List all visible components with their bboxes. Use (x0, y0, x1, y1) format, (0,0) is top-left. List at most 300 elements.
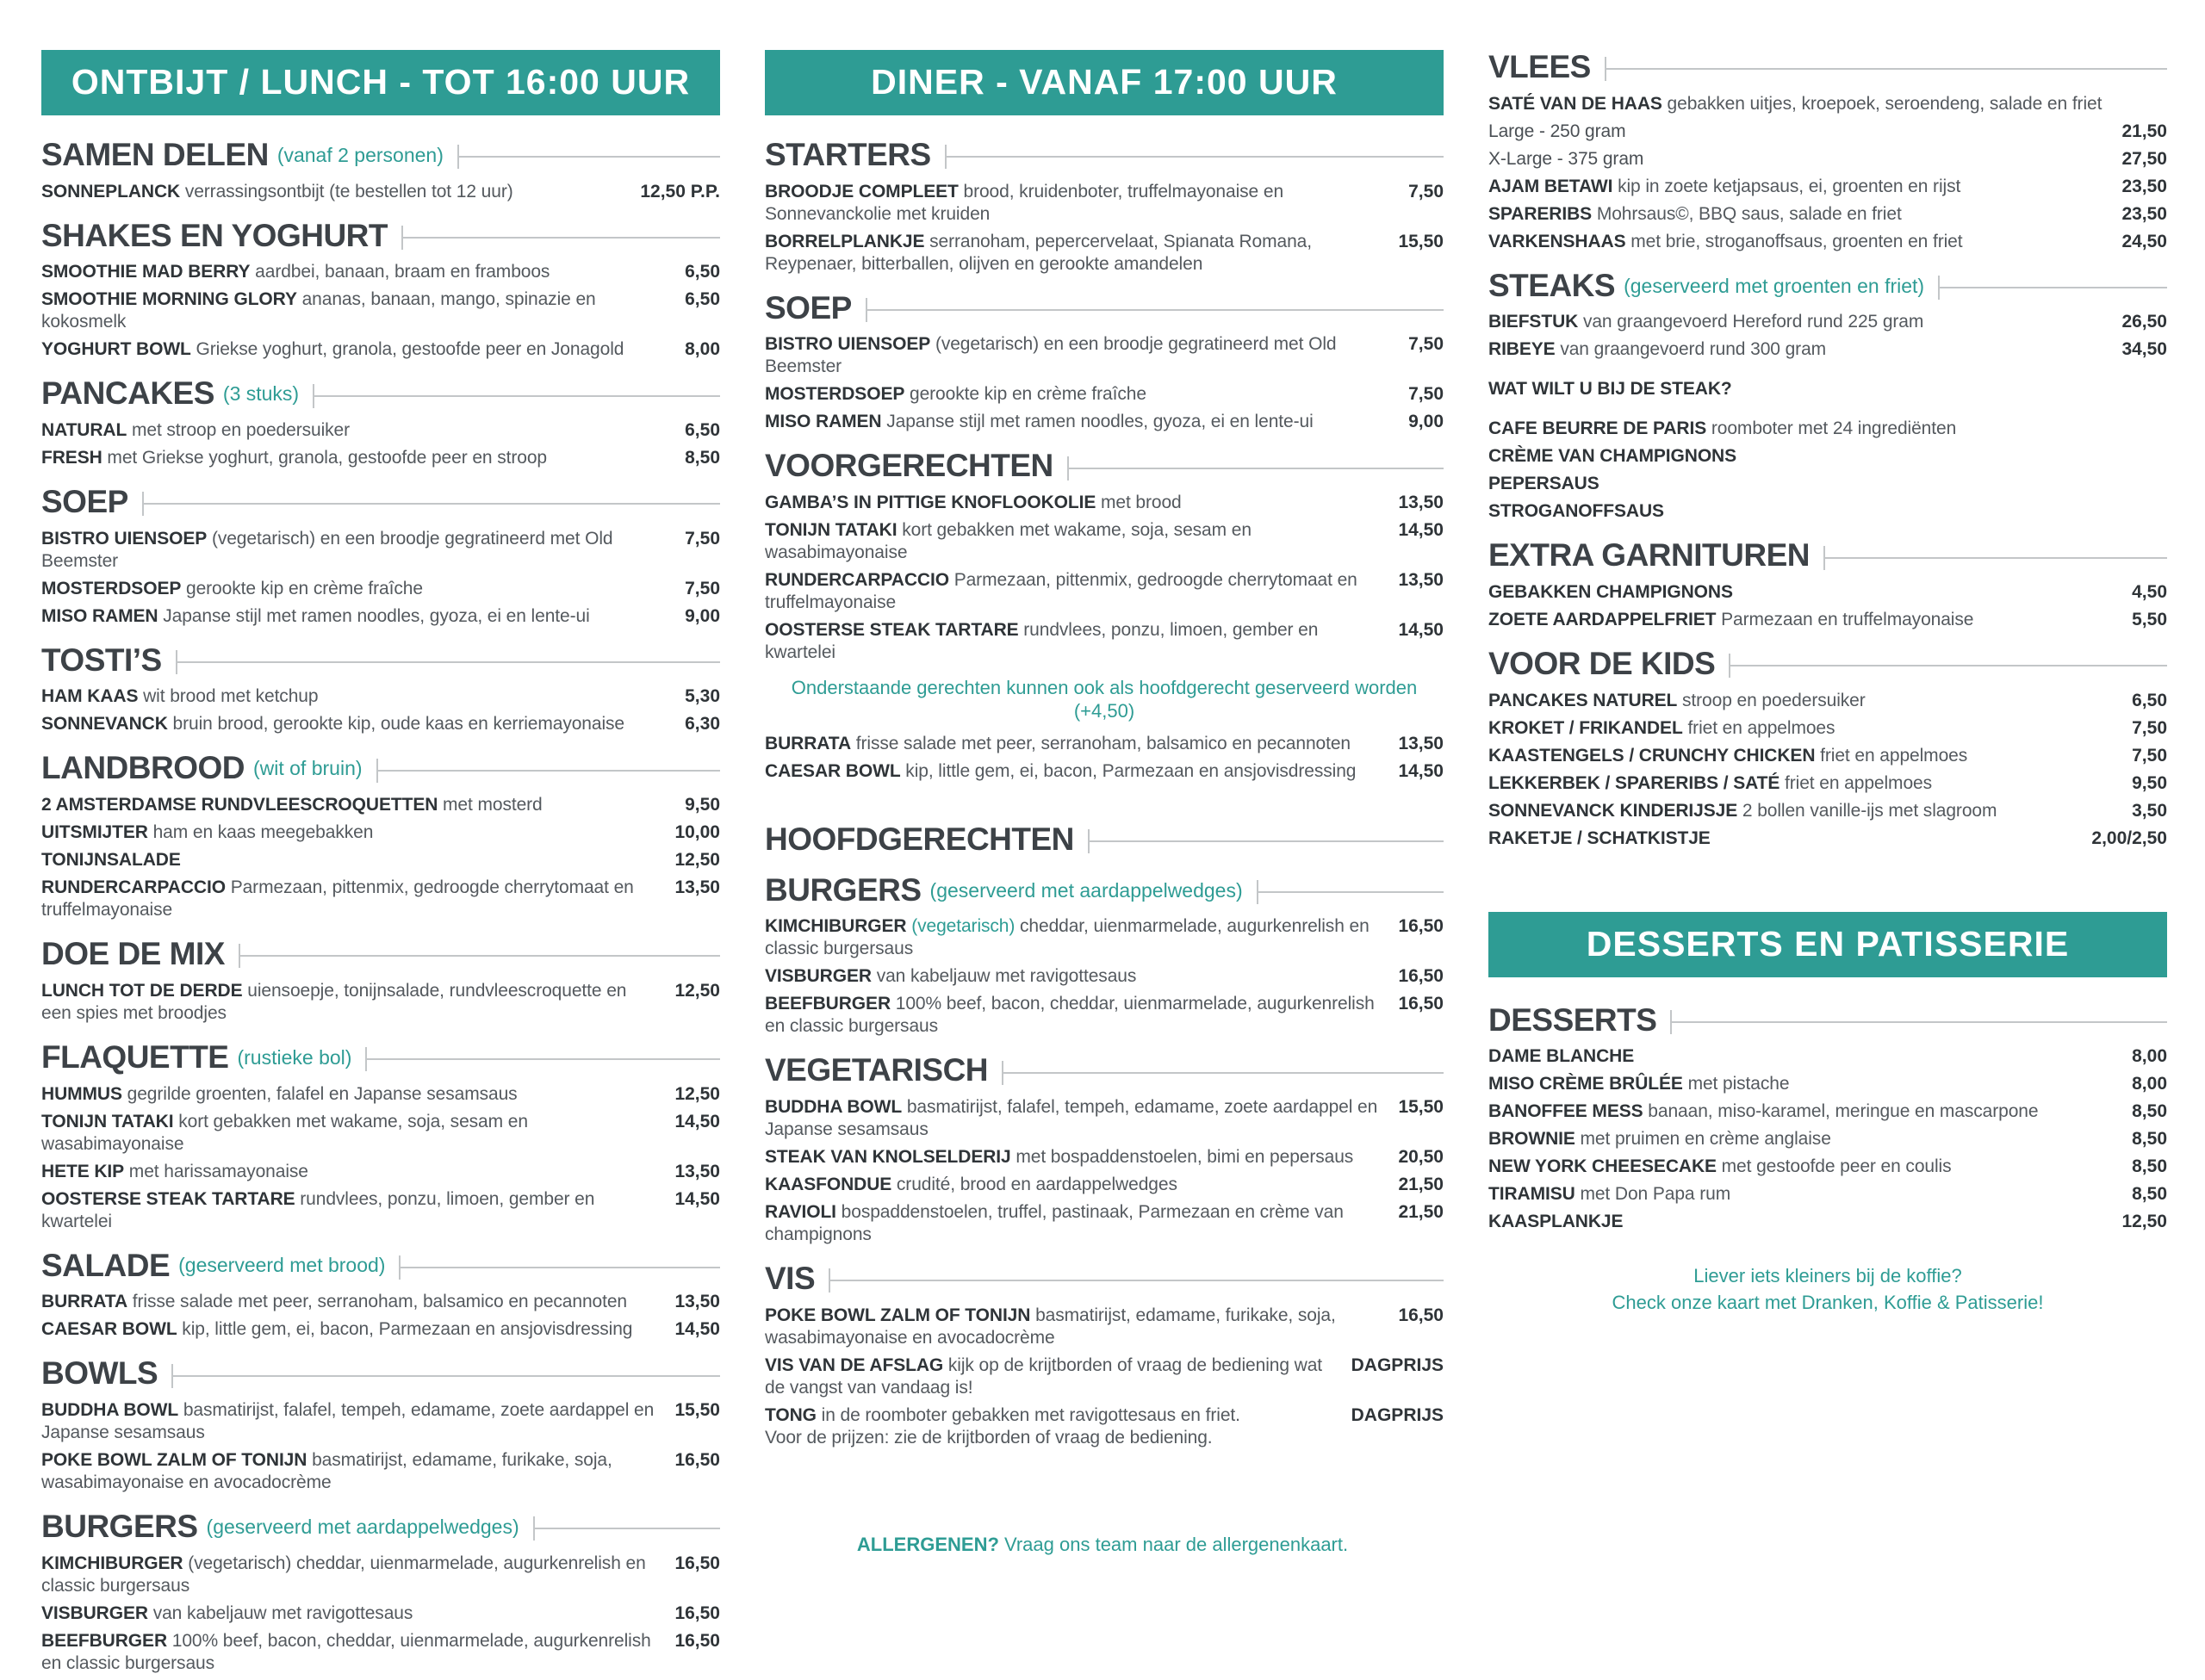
section-note: (geserveerd met aardappelwedges) (206, 1515, 519, 1538)
menu-item-price: 14,50 (674, 1111, 720, 1131)
menu-item-description: cheddar, uienmarmelade, augurkenrelish en classic burgersaus (765, 916, 1370, 959)
menu-item-gebakken-champignons (1488, 581, 2167, 604)
section-rule (1257, 891, 1444, 893)
section-rule (401, 237, 720, 239)
menu-item-price: 8,50 (2132, 1156, 2167, 1177)
menu-item-price: 16,50 (1398, 966, 1444, 987)
menu-item-name: BEEFBURGER (765, 994, 891, 1014)
section-header-shakes-en-yoghurt (41, 219, 720, 254)
menu-item-name: UITSMIJTER (41, 822, 148, 843)
menu-item-name: SMOOTHIE MAD BERRY (41, 262, 251, 282)
menu-item-new-york-cheesecake (1488, 1156, 2167, 1178)
menu-item-price: 12,50 P.P. (640, 181, 720, 201)
menu-item-description: wit brood met ketchup (138, 686, 319, 707)
menu-item-text (765, 915, 1391, 960)
menu-item-description: friet en appelmoes (1780, 772, 1932, 793)
menu-item-name: MOSTERDSOEP (765, 384, 905, 405)
menu-item-text (1488, 418, 2167, 440)
section-header-doe-de-mix (41, 937, 720, 972)
menu-item-oosterse-steak-tartare (41, 1188, 720, 1233)
section-title: VOORGERECHTEN (765, 448, 1053, 484)
menu-item-price: DAGPRIJS (1351, 1355, 1444, 1375)
section-note: (vanaf 2 personen) (276, 143, 444, 166)
section-flaquette (41, 1040, 720, 1233)
menu-item-price: 8,50 (2132, 1184, 2167, 1205)
menu-item-name: SONNEVANCK KINDERIJSJE (1488, 800, 1738, 821)
menu-item-name: CAESAR BOWL (41, 1319, 177, 1340)
menu-item-price: 12,50 (674, 850, 720, 871)
menu-item-description: uiensoepje, tonijnsalade, rundvleescroquette en een spies met broodjes (41, 980, 627, 1023)
menu-item-name: OOSTERSE STEAK TARTARE (41, 1188, 295, 1209)
menu-item-text (41, 181, 633, 203)
menu-item-name: NATURAL (41, 420, 127, 441)
menu-item-name: CRÈME VAN CHAMPIGNONS (1488, 446, 1737, 467)
menu-item-text (765, 760, 1391, 783)
menu-item-text (765, 492, 1391, 514)
menu-item-description: basmatirijst, falafel, tempeh, edamame, zoete aardappel en Japanse sesamsaus (41, 1399, 655, 1442)
section-note: (geserveerd met brood) (178, 1254, 386, 1277)
menu-item-name: KROKET / FRIKANDEL (1488, 717, 1683, 738)
menu-item-price: 9,50 (685, 795, 720, 815)
menu-item-pepersaus (1488, 473, 2167, 495)
menu-item-price: 7,50 (1408, 384, 1444, 405)
menu-item-text (765, 181, 1401, 226)
menu-item-price: 6,30 (685, 714, 720, 735)
menu-item-tiramisu (1488, 1183, 2167, 1206)
menu-item-price: 12,50 (674, 980, 720, 1001)
menu-item-description: brood, kruidenboter, truffelmayonaise en Sonnevanckolie met kruiden (765, 181, 1284, 224)
menu-item-price: 13,50 (1398, 734, 1444, 754)
section-title: BOWLS (41, 1355, 158, 1392)
section-vis (765, 1262, 1444, 1449)
menu-item-name: OOSTERSE STEAK TARTARE (765, 620, 1019, 641)
menu-item-name: STEAK VAN KNOLSELDERIJ (765, 1147, 1011, 1168)
menu-item-price: 21,50 (1398, 1202, 1444, 1223)
section-tosti-s (41, 643, 720, 736)
menu-item-text (41, 1449, 668, 1494)
menu-item-description: basmatirijst, edamame, furikake, soja, wasabimayonaise en avocadocrème (765, 1305, 1336, 1348)
menu-item-description: Japanse stijl met ramen noodles, gyoza, ei en lente-ui (158, 605, 590, 626)
menu-item-price: 5,50 (2132, 610, 2167, 630)
menu-item-raketje-schatkistje (1488, 828, 2167, 850)
menu-item-text (765, 1305, 1391, 1349)
menu-item-description: met Griekse yoghurt, granola, gestoofde peer en stroop (102, 448, 547, 468)
menu-item-name: X-Large - 375 gram (1488, 148, 1644, 169)
menu-item-description: kip in zoete ketjapsaus, ei, groenten en rijst (1612, 176, 1961, 196)
menu-item-price: 21,50 (2121, 121, 2167, 141)
section-note: (wit of bruin) (252, 757, 363, 780)
menu-item-name: KAASPLANKJE (1488, 1212, 1624, 1232)
section-rule (1605, 68, 2167, 70)
menu-item-name: BEEFBURGER (41, 1630, 168, 1651)
menu-item-banoffee-mess (1488, 1100, 2167, 1123)
section-title: STARTERS (765, 137, 931, 172)
menu-item-price: 12,50 (2121, 1212, 2167, 1232)
menu-item-name: SONNEVANCK (41, 714, 168, 735)
menu-item-description: basmatirijst, edamame, furikake, soja, wasabimayonaise en avocadocrème (41, 1449, 612, 1492)
menu-item-text (1488, 1211, 2115, 1233)
menu-item-price: 7,50 (1408, 181, 1444, 201)
menu-item-burrata (41, 1291, 720, 1313)
menu-item-description: van kabeljauw met ravigottesaus (147, 1603, 413, 1623)
menu-item-price: 12,50 (674, 1083, 720, 1104)
menu-item-miso-ramen (765, 411, 1444, 433)
section-header-soep (41, 485, 720, 520)
menu-item-lekkerbek-spareribs-sat (1488, 772, 2167, 795)
menu-item-name: WAT WILT U BIJ DE STEAK? (1488, 379, 1732, 400)
menu-item-name: RAKETJE / SCHATKISTJE (1488, 828, 1711, 848)
menu-item-kimchiburger (765, 915, 1444, 960)
menu-item-price: DAGPRIJS (1351, 1404, 1444, 1425)
menu-item-2-amsterdamse-rundvleescroquetten (41, 794, 720, 816)
section-inline-note: Onderstaande gerechten kunnen ook als hoofdgerecht geserveerd worden (+4,50) (791, 677, 1418, 722)
menu-item-text (1488, 1183, 2125, 1206)
menu-item-kaastengels-crunchy-chicken (1488, 745, 2167, 767)
menu-item-description: met pruimen en crème anglaise (1575, 1129, 1831, 1150)
menu-item-kaasfondue (765, 1174, 1444, 1196)
section-rule (176, 661, 720, 663)
menu-item-name: BISTRO UIENSOEP (765, 334, 931, 355)
menu-item-price: 7,50 (2132, 745, 2167, 766)
section-header-bowls (41, 1356, 720, 1392)
section-header-vlees (1488, 50, 2167, 85)
menu-item-description: van kabeljauw met ravigottesaus (871, 966, 1137, 987)
menu-item-price: 8,50 (685, 448, 720, 468)
menu-item-hete-kip (41, 1161, 720, 1183)
menu-item-price: 8,00 (685, 339, 720, 360)
menu-item-description: kijk op de krijtborden of vraag de bediening wat de vangst van vandaag is! (765, 1355, 1323, 1398)
menu-item-name: BIEFSTUK (1488, 312, 1579, 332)
menu-item-price: 8,50 (2132, 1129, 2167, 1150)
menu-item-buddha-bowl (41, 1399, 720, 1444)
section-header-landbrood (41, 751, 720, 786)
menu-item-description: frisse salade met peer, serranoham, balsamico en pecannoten (851, 734, 1351, 754)
menu-item-price: 14,50 (674, 1319, 720, 1340)
menu-item-description: Japanse stijl met ramen noodles, gyoza, ei en lente-ui (881, 412, 1314, 432)
menu-item-mosterdsoep (765, 383, 1444, 406)
section-voor-de-kids (1488, 647, 2167, 850)
menu-item-name: BANOFFEE MESS (1488, 1101, 1643, 1122)
menu-item-sat-van-de-haas (1488, 93, 2167, 115)
menu-item-name: PEPERSAUS (1488, 474, 1599, 494)
menu-item-price: 14,50 (1398, 620, 1444, 641)
allergen-footer-label: ALLERGENEN? (856, 1534, 999, 1555)
menu-item-name: GEBAKKEN CHAMPIGNONS (1488, 582, 1733, 603)
menu-item-price: 10,00 (674, 822, 720, 843)
section-header-burgers (765, 873, 1444, 908)
menu-item-text (1488, 1128, 2125, 1150)
menu-item-name: TONG (765, 1404, 817, 1425)
menu-item-description: (vegetarisch) cheddar, uienmarmelade, augurkenrelish en classic burgersaus (41, 1553, 646, 1596)
menu-item-price: 7,50 (2132, 717, 2167, 738)
menu-item-text (1488, 121, 2115, 143)
menu-item-name: Large - 250 gram (1488, 121, 1626, 141)
section-rule (376, 770, 720, 772)
menu-item-text (41, 794, 678, 816)
section-title: SHAKES EN YOGHURT (41, 217, 388, 253)
menu-item-ajam-betawi (1488, 176, 2167, 198)
menu-item-name: HUMMUS (41, 1083, 122, 1104)
menu-item-oosterse-steak-tartare (765, 619, 1444, 664)
section-header-hoofdgerechten (765, 822, 1444, 858)
menu-item-name: KAASTENGELS / CRUNCHY CHICKEN (1488, 745, 1816, 766)
menu-item-name: VISBURGER (765, 966, 872, 987)
menu-item-beefburger (41, 1630, 720, 1675)
section-note: (3 stuks) (222, 382, 300, 406)
menu-item-steak-van-knolselderij (765, 1146, 1444, 1169)
section-header-desserts (1488, 1003, 2167, 1038)
section-rule (533, 1528, 720, 1529)
menu-item-name: LUNCH TOT DE DERDE (41, 980, 243, 1001)
menu-item-cafe-beurre-de-paris (1488, 418, 2167, 440)
allergen-footer (0, 1534, 2205, 1556)
menu-item-description: friet en appelmoes (1682, 717, 1835, 738)
menu-item-visburger (41, 1603, 720, 1625)
menu-item-text (765, 333, 1401, 378)
menu-item-description: 2 bollen vanille-ijs met slagroom (1737, 800, 1997, 821)
menu-item-bistro-uiensoep (765, 333, 1444, 378)
menu-item-price: 16,50 (1398, 1305, 1444, 1325)
section-rule (945, 156, 1444, 158)
section-doe-de-mix (41, 937, 720, 1025)
menu-item-ribeye (1488, 338, 2167, 361)
menu-item-price: 7,50 (685, 578, 720, 598)
menu-item-name: BURRATA (41, 1292, 128, 1312)
menu-item-text (1488, 203, 2115, 226)
menu-item-yoghurt-bowl (41, 338, 720, 361)
menu-item-price: 14,50 (674, 1188, 720, 1209)
menu-item-text (1488, 311, 2115, 333)
menu-item-text (41, 1553, 668, 1597)
menu-item-name: BORRELPLANKJE (765, 231, 925, 251)
menu-item-description: frisse salade met peer, serranoham, balsamico en pecannoten (127, 1292, 628, 1312)
menu-item-smoothie-mad-berry (41, 261, 720, 283)
menu-item-text (1488, 473, 2167, 495)
menu-item-name: VISBURGER (41, 1603, 148, 1623)
menu-item-description: roomboter met 24 ingrediënten (1706, 418, 1957, 439)
section-note: (geserveerd met groenten en friet) (1624, 274, 1925, 297)
menu-item-price: 3,50 (2132, 800, 2167, 821)
menu-item-description: Griekse yoghurt, granola, gestoofde peer en Jonagold (190, 339, 624, 360)
menu-item-text (1488, 93, 2167, 115)
menu-item-text (765, 1096, 1391, 1141)
section-footnote-line: Liever iets kleiners bij de koffie? (1693, 1265, 1962, 1287)
menu-item-name: VARKENSHAAS (1488, 231, 1626, 251)
menu-item-spareribs (1488, 203, 2167, 226)
menu-item-text (1488, 1100, 2125, 1123)
menu-item-poke-bowl-zalm-of-tonijn (41, 1449, 720, 1494)
menu-item-buddha-bowl (765, 1096, 1444, 1141)
section-rule (1088, 840, 1444, 842)
menu-item-text (1488, 176, 2115, 198)
menu-item-text (765, 1404, 1345, 1449)
menu-item-price: 9,00 (685, 605, 720, 626)
menu-item-name: KAASFONDUE (765, 1175, 892, 1195)
menu-item-smoothie-morning-glory (41, 288, 720, 333)
menu-item-text (765, 1355, 1345, 1399)
menu-item-text (1488, 828, 2084, 850)
menu-item-name: 2 AMSTERDAMSE RUNDVLEESCROQUETTEN (41, 795, 438, 815)
menu-item-description: rundvlees, ponzu, limoen, gember en kwartelei (41, 1188, 595, 1231)
menu-item-description: kip, little gem, ei, bacon, Parmezaan en ansjovisdressing (900, 761, 1357, 782)
menu-item-beefburger (765, 993, 1444, 1038)
menu-item-description: in de roomboter gebakken met ravigottesaus en friet. (816, 1404, 1240, 1425)
menu-item-x-large-375-gram (1488, 148, 2167, 170)
menu-item-tonijn-tataki (765, 519, 1444, 564)
menu-item-text (41, 1083, 668, 1106)
menu-item-price: 16,50 (1398, 916, 1444, 937)
menu-item-price: 9,50 (2132, 772, 2167, 793)
section-pancakes (41, 376, 720, 469)
menu-item-description: Parmezaan en truffelmayonaise (1716, 610, 1974, 630)
menu-item-description: 100% beef, bacon, cheddar, uienmarmelade, augurkenrelish en classic burgersaus (765, 994, 1375, 1037)
menu-item-rundercarpaccio (41, 877, 720, 921)
section-title: VOOR DE KIDS (1488, 646, 1716, 682)
menu-item-name: HETE KIP (41, 1161, 125, 1181)
section-hoofdgerechten (765, 822, 1444, 858)
menu-item-gamba-s-in-pittige-knoflookolie (765, 492, 1444, 514)
menu-item-description-2: Voor de prijzen: zie de krijtborden of vraag de bediening. (765, 1427, 1213, 1448)
column-right (1488, 50, 2167, 1680)
menu-item-description: kip, little gem, ei, bacon, Parmezaan en ansjovisdressing (177, 1319, 633, 1340)
section-rule (457, 156, 720, 158)
menu-item-description: serranoham, pepercervelaat, Spianata Romana, Reypenaer, bitterballen, olijven en gerookte amandelen (765, 231, 1312, 274)
menu-item-text (1488, 609, 2125, 631)
menu-item-price: 13,50 (1398, 493, 1444, 513)
menu-item-name: SPARERIBS (1488, 203, 1593, 224)
menu-item-kaasplankje (1488, 1211, 2167, 1233)
menu-item-text (41, 1161, 668, 1183)
menu-item-text (1488, 378, 2167, 400)
menu-item-description: gegrilde groenten, falafel en Japanse sesamsaus (121, 1083, 518, 1104)
menu-item-text (1488, 338, 2115, 361)
menu-item-name: BISTRO UIENSOEP (41, 528, 208, 549)
section-title: SOEP (41, 484, 128, 520)
menu-item-text (765, 411, 1401, 433)
menu-item-text (765, 383, 1401, 406)
section-title: EXTRA GARNITUREN (1488, 537, 1810, 573)
menu-item-text (1488, 231, 2115, 253)
menu-item-price: 13,50 (674, 1161, 720, 1181)
menu-item-price: 20,50 (1398, 1147, 1444, 1168)
menu-item-price: 16,50 (1398, 994, 1444, 1014)
section-starters (765, 138, 1444, 276)
section-header-extra-garnituren (1488, 538, 2167, 573)
menu-item-price: 6,50 (2132, 690, 2167, 710)
menu-item-name: STROGANOFFSAUS (1488, 501, 1664, 522)
menu-item-dame-blanche (1488, 1045, 2167, 1068)
menu-item-price: 8,00 (2132, 1046, 2167, 1067)
menu-item-description: kort gebakken met wakame, soja, sesam en wasabimayonaise (41, 1111, 528, 1154)
menu-item-text (1488, 445, 2167, 468)
menu-item-description: verrassingsontbijt (te bestellen tot 12 uur) (180, 181, 513, 201)
section-rule (1002, 1072, 1444, 1074)
menu-item-pancakes-naturel (1488, 690, 2167, 712)
section-header-samen-delen (41, 138, 720, 173)
menu-item-price: 8,50 (2132, 1101, 2167, 1122)
section-rule (866, 309, 1444, 311)
menu-item-text (765, 993, 1391, 1038)
menu-item-text (765, 519, 1391, 564)
section-title: SALADE (41, 1247, 171, 1283)
menu-item-brownie (1488, 1128, 2167, 1150)
section-header-flaquette (41, 1040, 720, 1076)
menu-item-price: 7,50 (1408, 334, 1444, 355)
menu-item-name: YOGHURT BOWL (41, 339, 191, 360)
menu-item-price: 8,00 (2132, 1074, 2167, 1094)
menu-item-description: rundvlees, ponzu, limoen, gember en kwartelei (765, 620, 1319, 663)
section-burgers (765, 873, 1444, 1038)
menu-item-text (41, 528, 678, 573)
menu-item-price: 16,50 (674, 1630, 720, 1651)
column-middle (765, 50, 1444, 1680)
section-header-salade (41, 1249, 720, 1284)
menu-item-text (1488, 745, 2125, 767)
section-shakes-en-yoghurt (41, 219, 720, 362)
section-title: SAMEN DELEN (41, 137, 269, 172)
menu-item-text (41, 821, 668, 844)
section-extra-garnituren (1488, 538, 2167, 631)
menu-item-name: BUDDHA BOWL (765, 1097, 903, 1118)
menu-item-burrata (765, 733, 1444, 755)
menu-item-uitsmijter (41, 821, 720, 844)
menu-item-kroket-frikandel (1488, 717, 2167, 740)
section-rule (1670, 1021, 2167, 1023)
section-header-pancakes (41, 376, 720, 412)
menu-item-name: CAFE BEURRE DE PARIS (1488, 418, 1707, 439)
menu-item-price: 13,50 (1398, 570, 1444, 591)
menu-item-text (1488, 800, 2125, 822)
menu-item-description: aardbei, banaan, braam en framboos (250, 262, 550, 282)
menu-item-description: met pistache (1682, 1074, 1790, 1094)
menu-item-varkenshaas (1488, 231, 2167, 253)
section-title: VLEES (1488, 49, 1591, 84)
menu-item-ravioli (765, 1201, 1444, 1246)
menu-item-description: van graangevoerd Hereford rund 225 gram (1578, 312, 1924, 332)
section-title: BURGERS (41, 1508, 198, 1544)
menu-item-description: met stroop en poedersuiker (127, 420, 351, 441)
menu-item-mosterdsoep (41, 578, 720, 600)
menu-item-name: MOSTERDSOEP (41, 578, 182, 598)
menu-item-name: POKE BOWL ZALM OF TONIJN (765, 1305, 1031, 1325)
menu-item-name: BURRATA (765, 734, 852, 754)
menu-item-text (41, 849, 668, 871)
menu-item-sonneplanck (41, 181, 720, 203)
section-soep (765, 291, 1444, 434)
menu-item-text (41, 1399, 668, 1444)
menu-item-tag: (vegetarisch) (906, 916, 1016, 937)
menu-item-visburger (765, 965, 1444, 988)
menu-item-borrelplankje (765, 231, 1444, 276)
menu-item-description: met gestoofde peer en coulis (1716, 1156, 1952, 1177)
section-title: DESSERTS (1488, 1001, 1657, 1038)
section-title: DOE DE MIX (41, 936, 225, 972)
menu-item-name: KIMCHIBURGER (41, 1553, 183, 1573)
menu-item-text (41, 1111, 668, 1156)
section-vlees (1488, 50, 2167, 253)
menu-item-text (41, 1318, 668, 1341)
menu-item-price: 21,50 (1398, 1175, 1444, 1195)
menu-item-natural (41, 419, 720, 442)
menu-item-text (41, 713, 678, 735)
menu-item-name: BUDDHA BOWL (41, 1399, 179, 1420)
section-header-soep (765, 291, 1444, 326)
menu-item-description: gerookte kip en crème fraîche (181, 578, 423, 598)
menu-item-price: 27,50 (2121, 148, 2167, 169)
menu-item-description: met Don Papa rum (1575, 1184, 1731, 1205)
menu-item-tonijnsalade (41, 849, 720, 871)
menu-item-description: 100% beef, bacon, cheddar, uienmarmelade, augurkenrelish en classic burgersaus (41, 1630, 651, 1673)
